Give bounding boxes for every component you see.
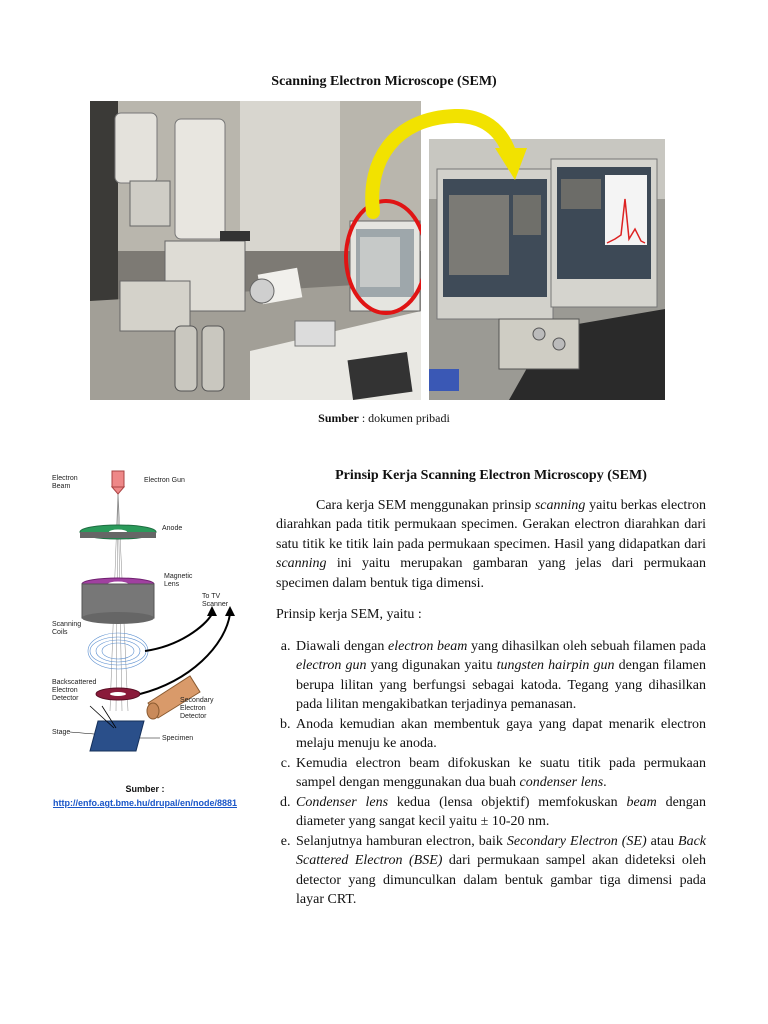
italic-term: scanning bbox=[534, 497, 586, 513]
italic-term: condenser lens bbox=[519, 775, 604, 790]
text-run: yang dihasilkan oleh sebuah filamen pada bbox=[467, 638, 706, 654]
italic-term: electron gun bbox=[296, 658, 367, 673]
list-item bbox=[294, 793, 706, 832]
label-electron-beam: Electron Beam bbox=[52, 475, 78, 490]
label-magnetic-lens: Magnetic Lens bbox=[164, 573, 193, 588]
text-run: ini yaitu merupakan gambaran yang jelas dari permukaan specimen dalam bentuk tiga dimensi. bbox=[276, 556, 706, 591]
list-item bbox=[294, 754, 706, 793]
label-backscattered-detector: Backscattered Electron Detector bbox=[52, 679, 97, 702]
page-title: Scanning Electron Microscope (SEM) bbox=[271, 74, 497, 89]
scanning-coils-shape bbox=[88, 633, 148, 669]
label-electron-gun: Electron Gun bbox=[144, 477, 185, 484]
text-run: Anoda kemudian akan membentuk gaya yang dapat menarik electron melaju menuju ke anoda. bbox=[296, 716, 706, 751]
label-anode: Anode bbox=[162, 525, 183, 532]
principle-section bbox=[276, 466, 706, 910]
text-run: . bbox=[603, 775, 607, 790]
label-secondary-detector: Secondary Electron Detector bbox=[180, 697, 214, 720]
text-run: Selanjutnya hamburan electron, baik bbox=[296, 833, 507, 849]
diagram-source bbox=[40, 782, 250, 810]
italic-term: scanning bbox=[276, 556, 327, 571]
label-stage: Stage bbox=[52, 729, 71, 736]
photo-caption bbox=[0, 411, 768, 426]
list-lead: Prinsip kerja SEM, yaitu : bbox=[276, 607, 422, 622]
electron-gun-shape bbox=[112, 471, 124, 487]
arrow-graphic bbox=[355, 100, 540, 220]
sem-schematic-diagram bbox=[40, 466, 265, 781]
list-item bbox=[294, 832, 706, 910]
italic-term: tungsten hairpin gun bbox=[496, 658, 615, 673]
text-run: dengan diameter yang sangat kecil yaitu ± 10-20 nm. bbox=[296, 794, 706, 829]
italic-term: Secondary Electron (SE) bbox=[506, 833, 647, 849]
text-run: dari permukaan sampel akan dideteksi oleh detector yang dimunculkan dalam bentuk gambar tiga dimensi pada layar CRT. bbox=[296, 853, 706, 907]
list-item bbox=[294, 715, 706, 754]
text-run: Cara kerja SEM menggunakan prinsip bbox=[316, 497, 535, 513]
italic-term: electron beam bbox=[388, 638, 468, 654]
italic-term: Back Scattered Electron (BSE) bbox=[296, 833, 707, 868]
caption-text: : dokumen pribadi bbox=[358, 411, 450, 425]
specimen-stage-shape bbox=[90, 721, 144, 751]
text-run: Kemudia electron beam difokuskan ke suatu titik pada permukaan sampel dengan menggunakan dua buah bbox=[296, 755, 706, 790]
text-run: kedua (lensa objektif) memfokuskan bbox=[388, 794, 627, 810]
list-item bbox=[294, 637, 706, 715]
italic-term: Condenser lens bbox=[296, 794, 389, 810]
label-specimen: Specimen bbox=[162, 735, 194, 742]
text-run: Diawali dengan bbox=[296, 638, 388, 654]
principle-list bbox=[276, 637, 706, 910]
label-scanning-coils: Scanning Coils bbox=[52, 621, 82, 636]
section-heading: Prinsip Kerja Scanning Electron Microscopy (SEM) bbox=[335, 468, 647, 483]
italic-term: beam bbox=[626, 794, 657, 810]
text-run: dengan filamen berupa lilitan yang berfungsi sebagai katoda. Tegang yang dihasilkan pada lilitan mengakibatkan terjadinya pemanasan. bbox=[296, 658, 707, 712]
text-run: yang digunakan yaitu bbox=[366, 658, 497, 673]
text-run: yaitu berkas electron diarahkan pada titik permukaan specimen. Gerakan electron diarahkan dari satu titik ke titik lain pada permukaan specimen. Hasil yang didapatkan dari bbox=[276, 497, 706, 552]
diagram-source-label: Sumber : bbox=[125, 784, 165, 794]
diagram-source-link[interactable]: http://enfo.agt.bme.hu/drupal/en/node/8881 bbox=[52, 798, 237, 808]
intro-paragraph bbox=[276, 496, 706, 594]
label-to-tv-scanner: To TV Scanner bbox=[202, 593, 229, 608]
text-run: atau bbox=[646, 833, 679, 849]
caption-label: Sumber bbox=[318, 411, 359, 425]
